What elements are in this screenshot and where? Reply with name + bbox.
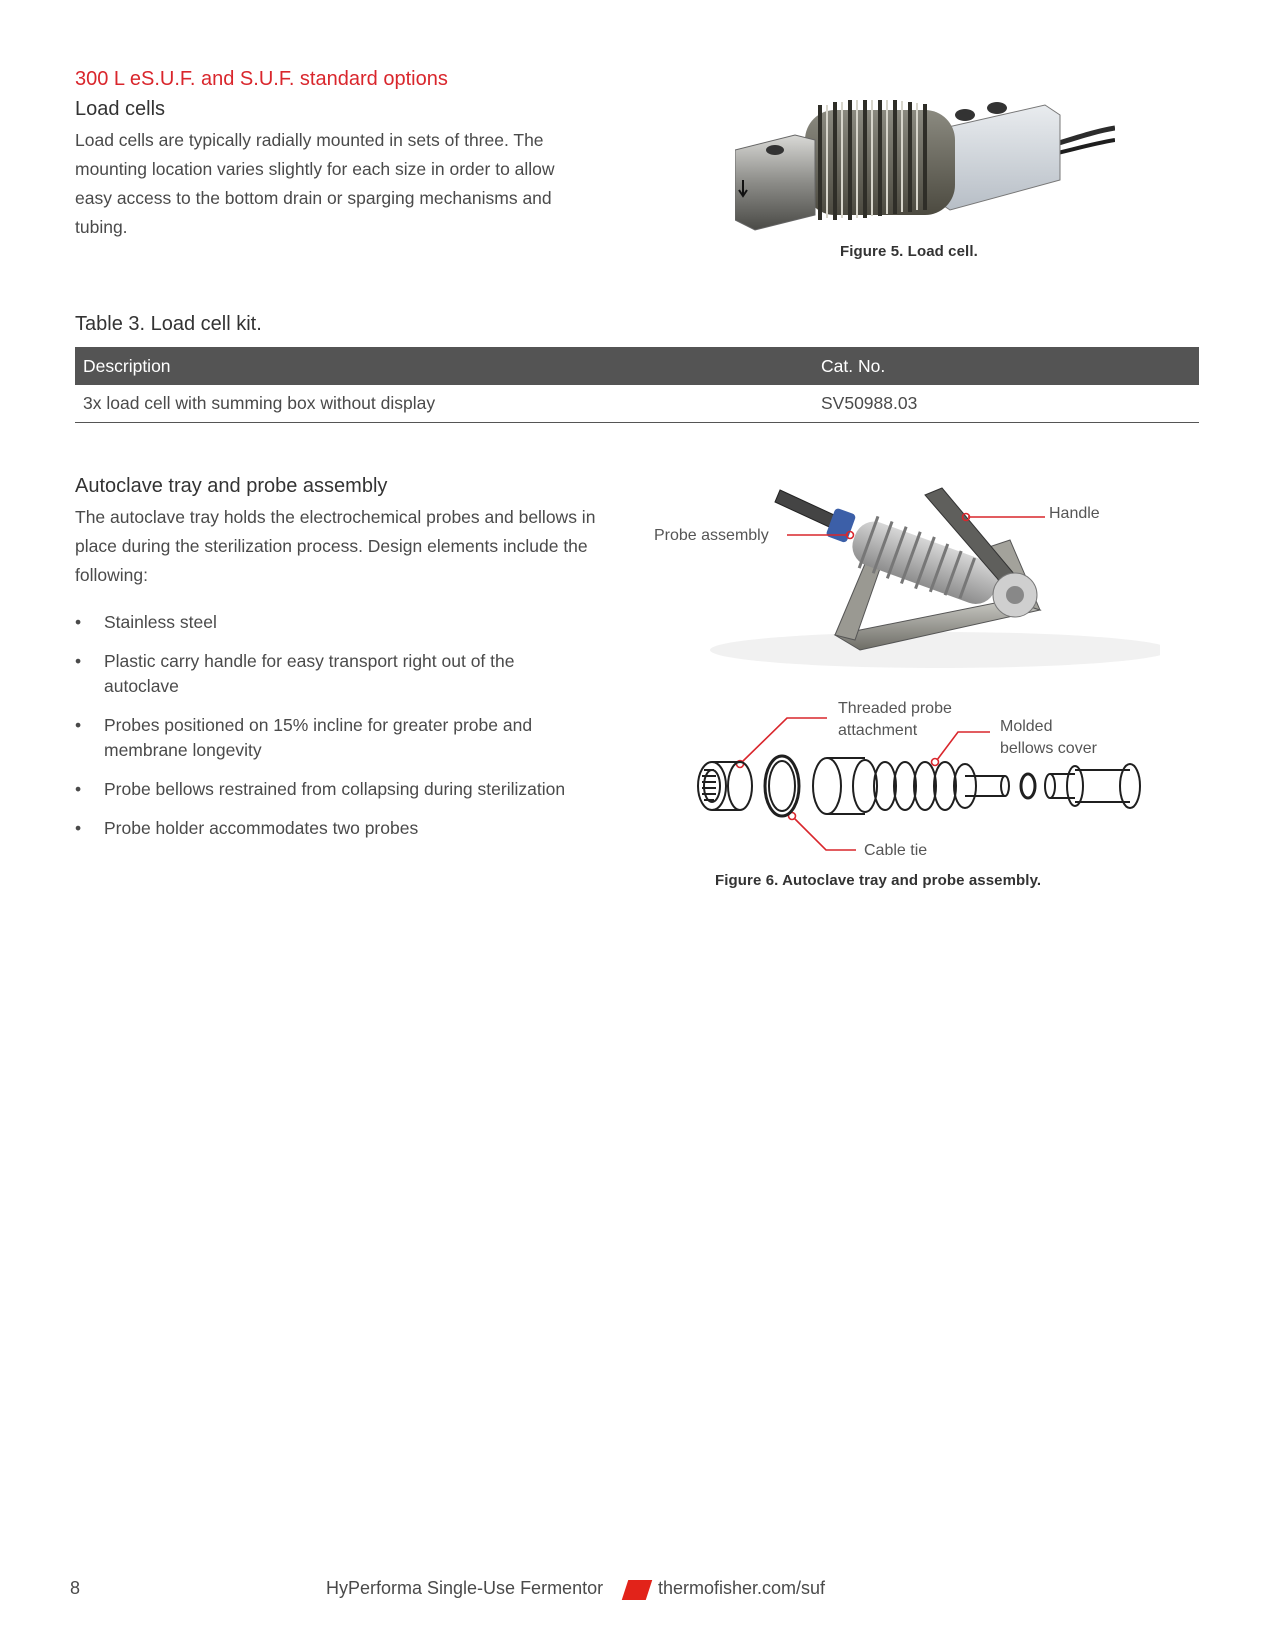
section-title: 300 L eS.U.F. and S.U.F. standard options [75, 68, 448, 90]
callout-molded-bellows-cover [1000, 716, 1097, 760]
list-item: • Probe holder accommodates two probes [75, 816, 635, 841]
footer-product-name: HyPerforma Single-Use Fermentor [326, 1578, 604, 1598]
callout-molded-line-2: bellows cover [1000, 740, 1097, 757]
figure-5-caption: Figure 5. Load cell. [840, 243, 978, 260]
brand-slash-icon [622, 1580, 652, 1600]
callout-probe-assembly: Probe assembly [654, 527, 769, 544]
page-number: 8 [70, 1578, 81, 1598]
table-header-description: Description [75, 347, 813, 385]
table-cell-cat-no: SV50988.03 [813, 385, 1199, 423]
autoclave-paragraph: The autoclave tray holds the electrochemical probes and bellows in place during the sterilization process. Design elements include the following: [75, 507, 596, 585]
table-3-title: Table 3. Load cell kit. [75, 313, 262, 335]
callout-threaded-probe-attachment [838, 698, 952, 742]
list-item: • Stainless steel [75, 610, 635, 635]
list-item: • Probes positioned on 15% incline for greater probe and membrane longevity [75, 713, 544, 763]
table-header-cat-no: Cat. No. [813, 347, 1199, 385]
footer-url-link[interactable]: thermofisher.com/suf [658, 1578, 826, 1598]
load-cells-paragraph: Load cells are typically radially mounted in sets of three. The mounting location varies slightly for each size in order to allow easy access to the bottom drain or sparging mechanisms and tubing. [75, 130, 555, 237]
callout-threaded-line-1: Threaded probe [838, 700, 952, 717]
table-cell-description: 3x load cell with summing box without display [75, 385, 813, 423]
figure-6-caption: Figure 6. Autoclave tray and probe assembly. [715, 872, 1042, 889]
callout-molded-line-1: Molded [1000, 718, 1053, 735]
autoclave-heading: Autoclave tray and probe assembly [75, 475, 388, 497]
callout-threaded-line-2: attachment [838, 722, 918, 739]
list-item: • Probe bellows restrained from collapsing during sterilization [75, 777, 635, 802]
load-cells-heading: Load cells [75, 98, 166, 120]
callout-cable-tie: Cable tie [864, 842, 928, 859]
callout-handle: Handle [1049, 505, 1100, 522]
list-item: • Plastic carry handle for easy transport right out of the autoclave [75, 649, 524, 699]
